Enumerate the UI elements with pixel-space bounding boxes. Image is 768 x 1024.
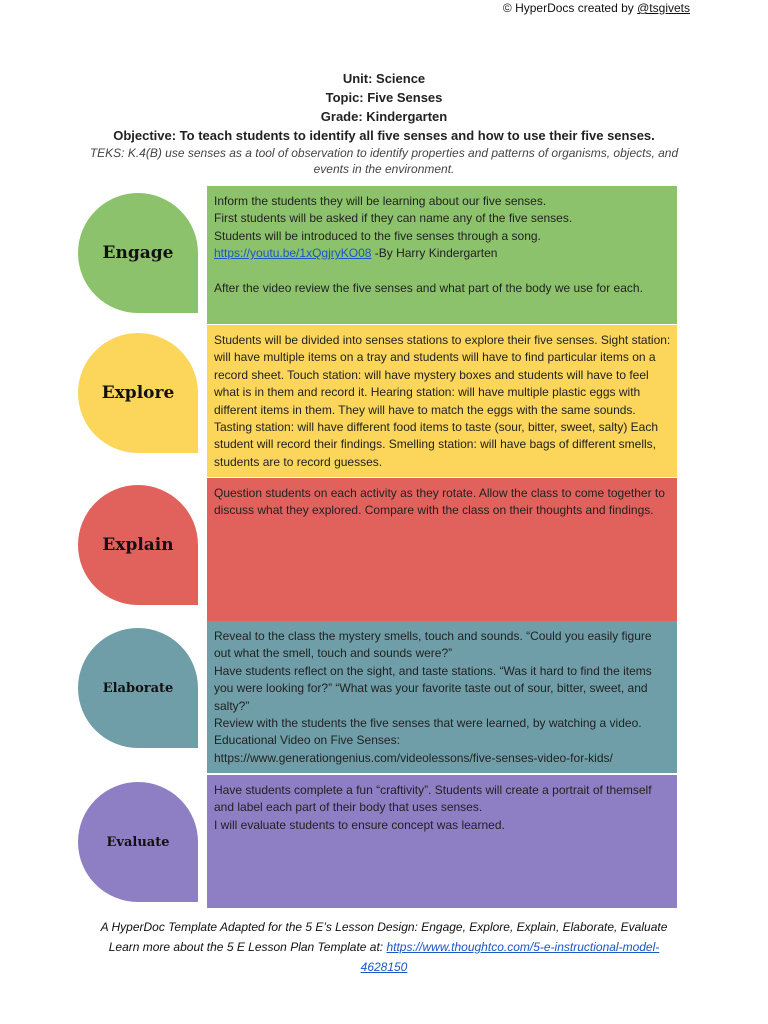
explore-text: Students will be divided into senses stations to explore their five senses. Sight station: will have multiple items on a tray and students will have to find particular items on a record sheet. Touch station: will have mystery boxes and students will have to feel what is in them and record it. Hearing station: will have multiple plastic eggs with different items in them. They will have to match the eggs with the same sounds. Tasting station: will have different food items to taste (sour, bitter, sweet, salty) Each student will record their findings. Smelling station: will have bags of different smells, students are to record guesses.	[214, 333, 671, 469]
credit-text: © HyperDocs created by	[502, 1, 638, 15]
engage-video-link[interactable]: https://youtu.be/1xQgjryKO08	[214, 246, 372, 261]
engage-line-1: Inform the students they will be learning about our five senses.	[214, 194, 547, 208]
engage-label: Engage	[102, 243, 174, 263]
objective-line: Objective: To teach students to identify all five senses and how to use their five senses.	[113, 128, 655, 143]
elaborate-video-link[interactable]: https://www.generationgenius.com/videolessons/five-senses-video-for-kids/	[214, 750, 613, 765]
engage-link-suffix: -By Harry Kindergarten	[371, 246, 498, 261]
engage-link-line	[214, 245, 671, 262]
evaluate-content	[206, 775, 678, 908]
elaborate-para-4: Educational Video on Five Senses:	[214, 733, 400, 748]
footer-line-1: A HyperDoc Template Adapted for the 5 E’s Lesson Design: Engage, Explore, Explain, Elaborate, Evaluate	[100, 920, 668, 934]
explore-badge	[78, 333, 198, 453]
engage-line-2: First students will be asked if they can name any of the five senses.	[214, 211, 573, 226]
evaluate-para-2: I will evaluate students to ensure concept was learned.	[214, 817, 505, 832]
engage-content	[206, 186, 678, 324]
explain-content	[206, 478, 678, 621]
topic-line: Topic: Five Senses	[325, 90, 443, 105]
evaluate-label: Evaluate	[106, 834, 170, 850]
evaluate-para-1: Have students complete a fun “craftivity”. Students will create a portrait of themself and label each part of their body that uses senses.	[214, 783, 652, 815]
engage-badge	[78, 193, 198, 313]
teks-line: TEKS: K.4(B) use senses as a tool of observation to identify properties and patterns of organisms, objects, and events in the environment.	[89, 146, 679, 176]
elaborate-content	[206, 621, 678, 773]
credit-line	[503, 1, 690, 15]
unit-line: Unit: Science	[342, 71, 426, 86]
elaborate-para-3: Review with the students the five senses that were learned, by watching a video.	[214, 716, 642, 731]
elaborate-para-1: Reveal to the class the mystery smells, touch and sounds. “Could you easily figure out what the smell, touch and sounds were?”	[214, 629, 652, 661]
footer-line-2	[94, 937, 674, 977]
evaluate-badge	[78, 782, 198, 902]
credit-handle-link[interactable]: @tsgivets	[637, 1, 690, 15]
explain-text: Question students on each activity as they rotate. Allow the class to come together to discuss what they explored. Compare with the class on their thoughts and findings.	[214, 486, 665, 518]
explain-badge	[78, 485, 198, 605]
elaborate-label: Elaborate	[102, 680, 174, 696]
footer	[0, 917, 768, 977]
footer-thoughtco-link[interactable]: https://www.thoughtco.com/5-e-instructional-model-4628150	[360, 940, 660, 974]
explain-label: Explain	[102, 535, 174, 555]
elaborate-badge	[78, 628, 198, 748]
grade-line: Grade: Kindergarten	[320, 109, 448, 124]
engage-line-3: Students will be introduced to the five senses through a song.	[214, 228, 541, 243]
explore-content	[206, 325, 678, 477]
lesson-header	[0, 69, 768, 177]
explore-label: Explore	[101, 383, 175, 403]
footer-line-2-prefix: Learn more about the 5 E Lesson Plan Template at:	[108, 940, 387, 954]
engage-line-5: After the video review the five senses and what part of the body we use for each.	[214, 280, 643, 295]
elaborate-para-2: Have students reflect on the sight, and taste stations. “Was it hard to find the items you were looking for?” “What was your favorite taste out of sour, bitter, sweet, and salty?”	[214, 663, 652, 713]
